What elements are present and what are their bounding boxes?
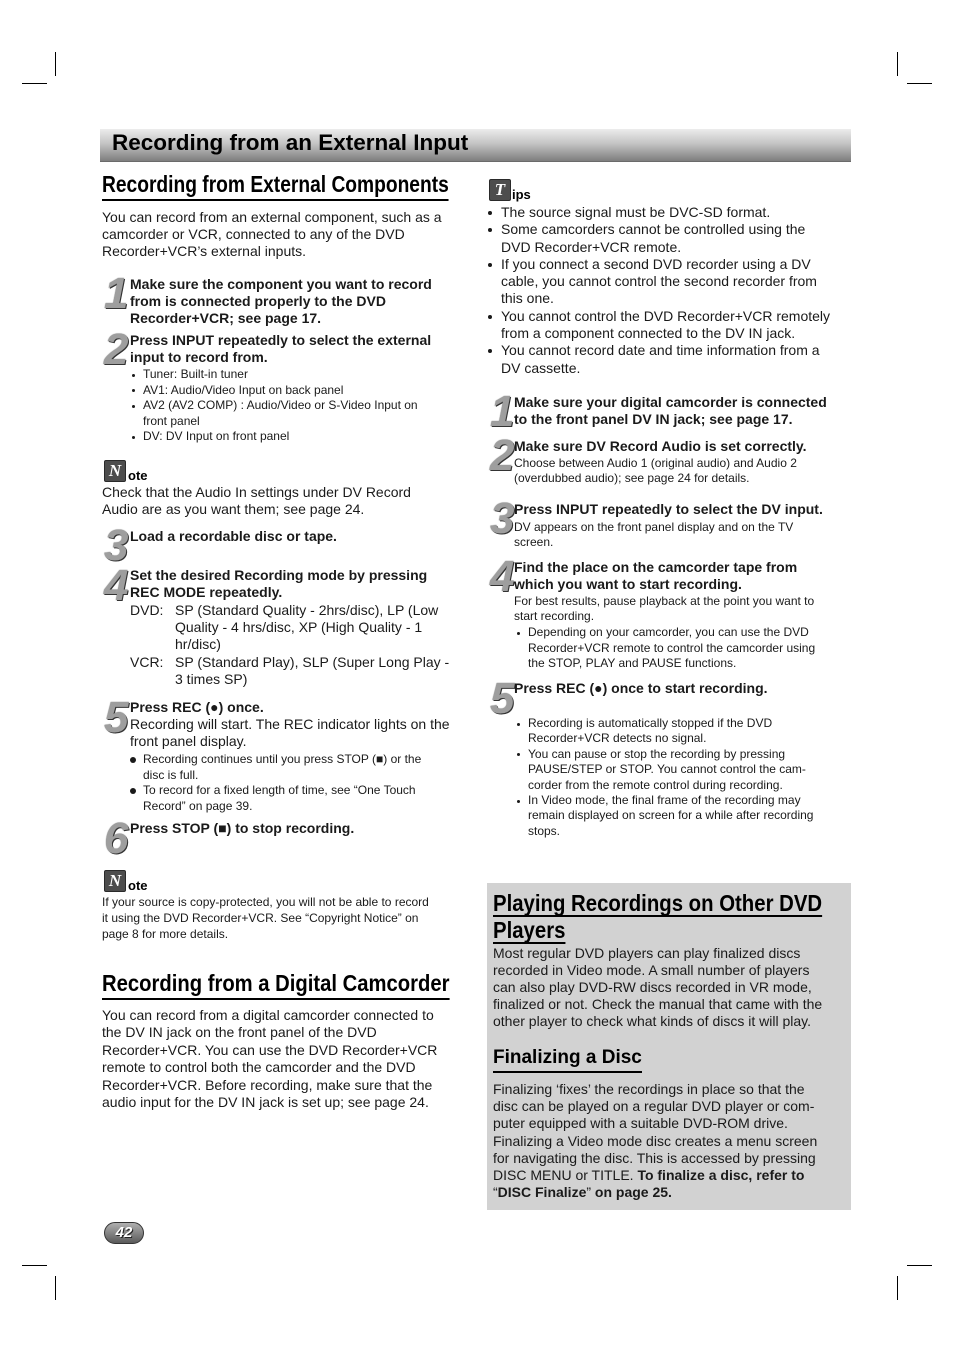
note-text: Check that the Audio In settings under DV Record Audio are as you want them; see page 24. bbox=[102, 484, 411, 518]
list-item bbox=[514, 625, 815, 672]
list-item bbox=[514, 747, 813, 793]
heading-playing-recordings: Playing Recordings on Other DVD Players bbox=[493, 890, 823, 943]
crop-mark bbox=[55, 52, 56, 76]
list-item-text: Recording continues until you press STOP (■) or the disc is full. bbox=[143, 752, 422, 782]
list-item bbox=[487, 308, 830, 343]
bullet bbox=[130, 788, 136, 794]
step-number: 4 bbox=[490, 552, 515, 601]
tips-label: ips bbox=[512, 187, 531, 202]
step-instruction: Load a recordable disc or tape. bbox=[130, 528, 337, 544]
list-item bbox=[130, 752, 421, 783]
bullet bbox=[488, 263, 492, 267]
bullet bbox=[488, 315, 492, 319]
bullet bbox=[488, 211, 492, 215]
step-number: 1 bbox=[490, 387, 515, 436]
step-instruction: Press REC (●) once to start recording. bbox=[514, 680, 768, 696]
list-item bbox=[130, 367, 418, 383]
bullet bbox=[517, 723, 520, 726]
note-label: ote bbox=[128, 878, 148, 893]
step-instruction: Set the desired Recording mode by pressing REC MODE repeatedly. bbox=[130, 567, 428, 601]
playing-recordings-paragraph: Most regular DVD players can play finalized discs recorded in Video mode. A small number of players can also play DVD-RW discs recorded in VR mode, finalized or not. Check the manual that came with the other player to check what kinds of discs it will play. bbox=[493, 945, 823, 1030]
note-icon: N bbox=[104, 460, 126, 482]
page-number: 42 bbox=[104, 1222, 144, 1244]
list-item-text: Recording is automatically stopped if the DVD Recorder+VCR detects no signal. bbox=[528, 716, 773, 746]
digital-camcorder-intro: You can record from a digital camcorder connected to the DV IN jack on the front panel of the DVD Recorder+VCR. You can use the DVD Recorder+VCR remote to control both the camcorder and the DVD Recorder+VCR. Before recording, make sure that the audio input for the DV IN jack is set up; see page 24. bbox=[102, 1007, 438, 1111]
bullet bbox=[130, 757, 136, 763]
list-item-text: AV1: Audio/Video Input on back panel bbox=[143, 382, 344, 397]
step-instruction: Make sure DV Record Audio is set correctly. bbox=[514, 438, 807, 454]
list-item-text: DV: DV Input on front panel bbox=[143, 429, 290, 443]
list-item-text: AV2 (AV2 COMP) : Audio/Video or S-Video Input on front panel bbox=[143, 398, 418, 428]
step-number: 5 bbox=[104, 693, 129, 742]
crop-mark bbox=[897, 52, 898, 76]
step-detail: Choose between Audio 1 (original audio) and Audio 2 (overdubbed audio); see page 24 for details. bbox=[514, 456, 797, 486]
list-item bbox=[130, 429, 418, 445]
crop-mark bbox=[22, 1265, 47, 1266]
list-item-text: Some camcorders cannot be controlled using the DVD Recorder+VCR remote. bbox=[501, 221, 806, 255]
recording-notes-list bbox=[514, 716, 813, 839]
heading-finalizing-disc: Finalizing a Disc bbox=[493, 1047, 642, 1073]
bullet bbox=[517, 632, 520, 635]
list-item bbox=[487, 204, 830, 221]
tips-list bbox=[487, 204, 830, 377]
list-item bbox=[514, 716, 813, 747]
step-detail: Recording will start. The REC indicator lights on the front panel display. bbox=[130, 716, 450, 750]
external-intro-paragraph: You can record from an external component, such as a camcorder or VCR, connected to any of the DVD Recorder+VCR’s external inputs. bbox=[102, 209, 442, 260]
finalizing-body: Finalizing ‘fixes’ the recordings in place so that the disc can be played on a regular DVD player or com- puter equipped with a suitable DVD-ROM drive. Finalizing a Video mode disc creates a menu screen for navigating the disc. This is accessed by pressing DISC MENU or TITLE. bbox=[493, 1081, 818, 1183]
list-item-text: You cannot control the DVD Recorder+VCR remotely from a component connected to the DV IN jack. bbox=[501, 307, 831, 342]
list-item-text: Tuner: Built-in tuner bbox=[143, 367, 248, 381]
step-number: 1 bbox=[104, 269, 129, 318]
tips-icon: T bbox=[489, 179, 511, 201]
bullet bbox=[517, 753, 520, 756]
reference-title: DISC Finalize bbox=[497, 1184, 587, 1201]
step-instruction: Make sure your digital camcorder is connected to the front panel DV IN jack; see page 17. bbox=[514, 394, 827, 428]
mode-description-dvd: SP (Standard Quality - 2hrs/disc), LP (Low Quality - 4 hrs/disc, XP (High Quality - 1 hr/disc) bbox=[175, 602, 439, 653]
crop-mark bbox=[22, 83, 47, 84]
heading-digital-camcorder: Recording from a Digital Camcorder bbox=[102, 971, 450, 1000]
crop-mark bbox=[897, 1276, 898, 1300]
bullet bbox=[132, 405, 135, 408]
bullet bbox=[488, 349, 492, 353]
step-number: 2 bbox=[104, 325, 129, 374]
section-title: Recording from an External Input bbox=[112, 130, 469, 155]
list-item-text: If you connect a second DVD recorder using a DV cable, you cannot control the second recorder from this one. bbox=[501, 255, 817, 307]
list-item bbox=[130, 783, 421, 814]
mode-description-vcr: SP (Standard Play), SLP (Super Long Play - 3 times SP) bbox=[175, 654, 450, 688]
list-item bbox=[487, 256, 830, 308]
list-item bbox=[130, 398, 418, 429]
reference-page: on page 25. bbox=[591, 1184, 672, 1201]
note-icon: N bbox=[104, 870, 126, 892]
heading-external-components: Recording from External Components bbox=[102, 172, 449, 201]
step-number: 3 bbox=[490, 494, 515, 543]
step-detail: For best results, pause playback at the point you want to start recording. bbox=[514, 594, 815, 624]
list-item-text: To record for a fixed length of time, see “One Touch Record” on page 39. bbox=[143, 783, 416, 813]
list-item-text: You can pause or stop the recording by pressing PAUSE/STEP or STOP. You cannot control the cam- corder from the remote control during recording. bbox=[528, 746, 806, 792]
rec-notes-list bbox=[130, 752, 421, 814]
bullet bbox=[132, 374, 135, 377]
step-number: 3 bbox=[104, 521, 129, 570]
step-instruction: Press INPUT repeatedly to select the external input to record from. bbox=[130, 332, 432, 366]
crop-mark bbox=[907, 1265, 932, 1266]
finalizing-instruction: To finalize a disc, refer to bbox=[637, 1166, 805, 1183]
crop-mark bbox=[55, 1276, 56, 1300]
list-item bbox=[487, 221, 830, 256]
note-text: If your source is copy-protected, you will not be able to record it using the DVD Recorder+VCR. See “Copyright Notice” on page 8 for more details. bbox=[102, 895, 429, 941]
note-label: ote bbox=[128, 468, 148, 483]
close-quote: ” bbox=[586, 1184, 592, 1201]
mode-label-vcr: VCR: bbox=[130, 654, 164, 670]
step-instruction: Press STOP (■) to stop recording. bbox=[130, 820, 355, 836]
input-source-list bbox=[130, 367, 418, 445]
list-item-text: In Video mode, the final frame of the recording may remain displayed on screen for a while after recording stops. bbox=[528, 793, 814, 838]
step-number: 6 bbox=[104, 814, 129, 863]
list-item bbox=[487, 342, 830, 377]
bullet bbox=[132, 389, 135, 392]
step-instruction: Press INPUT repeatedly to select the DV input. bbox=[514, 501, 823, 517]
step-number: 5 bbox=[490, 674, 515, 723]
step-instruction: Make sure the component you want to record from is connected properly to the DVD Recorder+VCR; see page 17. bbox=[130, 276, 432, 327]
list-item bbox=[514, 793, 813, 839]
bullet bbox=[488, 228, 492, 232]
list-item-text: You cannot record date and time information from a DV cassette. bbox=[501, 342, 820, 376]
list-item-text: The source signal must be DVC-SD format. bbox=[501, 204, 771, 220]
list-item-text: Depending on your camcorder, you can use the DVD Recorder+VCR remote to control the camcorder using the STOP, PLAY and PAUSE functions. bbox=[528, 625, 816, 670]
step-detail: DV appears on the front panel display and on the TV screen. bbox=[514, 520, 794, 550]
open-quote: “ bbox=[493, 1184, 498, 1201]
crop-mark bbox=[907, 83, 932, 84]
step-instruction: Press REC (●) once. bbox=[130, 699, 264, 715]
camcorder-control-list bbox=[514, 625, 815, 672]
step-number: 4 bbox=[104, 561, 129, 610]
mode-label-dvd: DVD: bbox=[130, 602, 164, 618]
finalizing-paragraph bbox=[493, 1081, 817, 1201]
step-instruction: Find the place on the camcorder tape from which you want to start recording. bbox=[514, 559, 798, 593]
step-number: 2 bbox=[490, 431, 515, 480]
bullet bbox=[517, 800, 520, 803]
bullet bbox=[132, 436, 135, 439]
list-item bbox=[130, 383, 418, 399]
